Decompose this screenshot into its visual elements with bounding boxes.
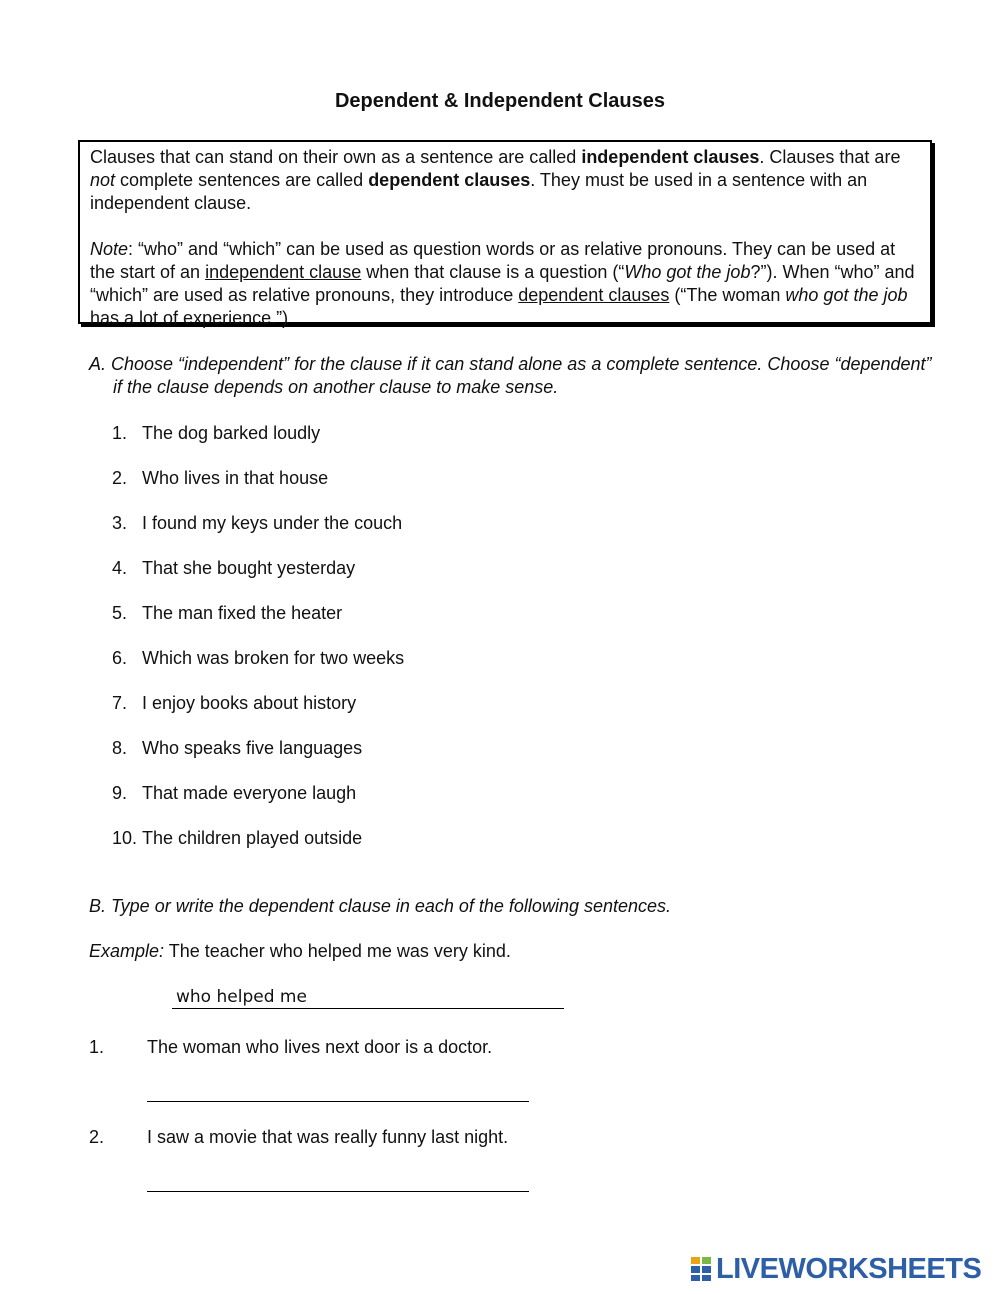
text: Clauses that can stand on their own as a sentence are called bbox=[90, 147, 582, 167]
clause-item-10[interactable] bbox=[112, 827, 362, 849]
question-text: The woman who lives next door is a doctor. bbox=[147, 1037, 493, 1057]
item-text: The dog barked loudly bbox=[142, 423, 321, 443]
item-text: That made everyone laugh bbox=[142, 783, 357, 803]
item-number: 5. bbox=[112, 603, 128, 623]
clause-item-1[interactable] bbox=[112, 422, 320, 444]
section-b-instruction: B. Type or write the dependent clause in each of the following sentences. bbox=[89, 896, 672, 916]
logo-text: LIVEWORKSHEETS bbox=[716, 1252, 982, 1285]
item-number: 8. bbox=[112, 738, 128, 758]
item-text: Which was broken for two weeks bbox=[142, 648, 405, 668]
answer-input-2[interactable] bbox=[147, 1191, 529, 1192]
question-number: 2. bbox=[89, 1127, 105, 1147]
example-label: Example: bbox=[89, 941, 165, 961]
clause-item-9[interactable] bbox=[112, 782, 356, 804]
item-number: 3. bbox=[112, 513, 128, 533]
text: has a lot of experience.”) bbox=[90, 308, 289, 328]
item-text: Who speaks five languages bbox=[142, 738, 363, 758]
item-number: 1. bbox=[112, 423, 128, 443]
text: complete sentences are called bbox=[115, 170, 369, 190]
item-number: 2. bbox=[112, 468, 128, 488]
item-text: The children played outside bbox=[142, 828, 363, 848]
intro-box bbox=[78, 140, 932, 328]
example-question: Who got the job bbox=[624, 262, 751, 282]
intro-paragraph-2 bbox=[90, 238, 920, 330]
item-number: 10. bbox=[112, 828, 138, 848]
liveworksheets-logo bbox=[690, 1254, 981, 1284]
underlined-term: dependent clauses bbox=[518, 285, 670, 305]
item-text: I found my keys under the couch bbox=[142, 513, 403, 533]
question-text: I saw a movie that was really funny last night. bbox=[147, 1127, 509, 1147]
item-number: 4. bbox=[112, 558, 128, 578]
question-number: 1. bbox=[89, 1037, 105, 1057]
item-number: 9. bbox=[112, 783, 128, 803]
item-number: 7. bbox=[112, 693, 128, 713]
item-text: That she bought yesterday bbox=[142, 558, 356, 578]
example-clause: who got the job bbox=[785, 285, 908, 305]
item-text: I enjoy books about history bbox=[142, 693, 357, 713]
item-text: Who lives in that house bbox=[142, 468, 329, 488]
term-independent-clauses: independent clauses bbox=[581, 147, 760, 167]
clause-item-6[interactable] bbox=[112, 647, 404, 669]
answer-input-1[interactable] bbox=[147, 1101, 529, 1102]
example-answer-line: who helped me bbox=[172, 987, 564, 1009]
clause-item-7[interactable] bbox=[112, 692, 356, 714]
example-sentence bbox=[89, 941, 511, 962]
text: . Clauses that are bbox=[759, 147, 901, 167]
text: ?”). When “who” and “which” are used as relative pronouns, they introduce bbox=[90, 262, 915, 305]
clause-item-3[interactable] bbox=[112, 512, 402, 534]
text: : “who” and “which” can be used as question words or as relative pronouns. They can be used at the start of an bbox=[90, 239, 896, 282]
term-dependent-clauses: dependent clauses bbox=[368, 170, 531, 190]
text: when that clause is a question (“ bbox=[361, 262, 625, 282]
clause-item-2[interactable] bbox=[112, 467, 328, 489]
underlined-term: independent clause bbox=[205, 262, 362, 282]
clause-item-8[interactable] bbox=[112, 737, 362, 759]
liveworksheets-logo-icon bbox=[690, 1256, 712, 1282]
page-title: Dependent & Independent Clauses bbox=[334, 90, 666, 112]
item-number: 6. bbox=[112, 648, 128, 668]
text: (“The woman bbox=[669, 285, 786, 305]
section-a-instruction: A. Choose “independent” for the clause if it can stand alone as a complete sentence. Choose “dependent” if the clause depends on another clause to make sense. bbox=[89, 354, 932, 397]
emphasis: not bbox=[90, 170, 116, 190]
clause-item-5[interactable] bbox=[112, 602, 342, 624]
text: . They must be used in a sentence with an independent clause. bbox=[90, 170, 868, 213]
intro-paragraph-1 bbox=[90, 146, 920, 215]
example-text: The teacher who helped me was very kind. bbox=[164, 941, 511, 961]
note-label: Note bbox=[90, 239, 129, 259]
clause-item-4[interactable] bbox=[112, 557, 355, 579]
item-text: The man fixed the heater bbox=[142, 603, 343, 623]
